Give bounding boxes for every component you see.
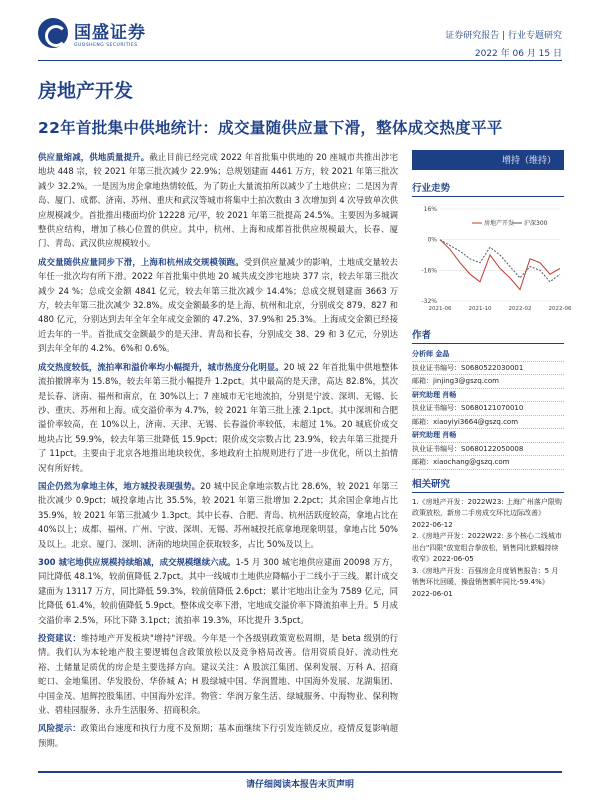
- footer-disclaimer: 请仔细阅读本报告末页声明: [38, 771, 562, 790]
- report-date: 2022 年 06 月 15 日: [474, 49, 562, 59]
- trend-chart-svg: [412, 201, 572, 319]
- paragraph-text: 受到供应量减少的影响，土地成交量较去年任一批次均有所下滑。2022 年首批集中供地 20 城共成交涉宅地块 377 宗，较去年第三批次减少 24 %；总成交金额 4841 亿元，较去年第三批次减少 14.4%；总成交规划建面 3663 万方，较去年第三批次减少 32.8%。成交金额最多的是上海、杭州和北京，分别成交 879、827 和 480 亿元，分别达到去年全年全年成交金额的 47.2%、37.9%和 25.3%。上海成交金额已经接近去年的一半。首批成交金额最少的是天津、青岛和长春，分别成交 38、29 和 3 亿元，分别达到去年全年的 4.2%、6%和 0.6%。: [38, 256, 398, 354]
- related-item[interactable]: 3.《房地产开发：百强房企月度销售报告：5 月销售环比回暖，操盘销售额年同比-59.4%》2022-06-01: [412, 566, 559, 598]
- analyst-list: [412, 348, 564, 470]
- analyst: [412, 389, 564, 430]
- authors-title: 作者: [412, 327, 564, 344]
- y-tick-label: 16%: [423, 206, 437, 213]
- analyst-email[interactable]: 邮箱：xiaoyiyi3664@gszq.com: [412, 416, 564, 430]
- trend-chart: [412, 201, 572, 319]
- paragraph-lead: 300 城宅地供应规模持续缩减，成交规模继续六成。: [38, 556, 236, 567]
- analyst-email[interactable]: 邮箱：xiaochang@gszq.com: [412, 456, 564, 470]
- related-item[interactable]: 1.《房地产开发：2022W23: 上海广州落户限购政策放松，新房二手房成交环比边际改善》2022-06-12: [412, 497, 562, 529]
- sector-title: 房地产开发: [38, 80, 134, 102]
- paragraph-text: 20 城中民企拿地宗数占比 28.6%，较 2021 年第三批次减少 0.9pct；城投拿地占比 35.5%，较 2021 年第三批增加 2.2pct；其余国企拿地占比 35.9%，较 2021 年第三批减少 1.3pct。其中长春、合肥、青岛、杭州活跃度较高，拿地占比在 40%以上；成都、福州、广州、宁波、深圳、无锡、苏州城投托底拿地现象明显，拿地占比 50%及以上。北京、厦门、深圳、济南的地块国企获取较多，占比 50%及以上。: [38, 480, 398, 549]
- main-column: [38, 150, 398, 754]
- related-list: [412, 497, 564, 601]
- analyst-role: 研究助理: [412, 431, 440, 439]
- x-tick-label: 2021-06: [428, 306, 452, 312]
- logo-subtext: GUOSHENG SECURITIES: [74, 43, 138, 48]
- paragraph-lead: 投资建议：: [38, 633, 82, 643]
- paragraph-lead: 风险提示：: [38, 723, 81, 734]
- paragraph-text: 截止目前已经完成 2022 年首批集中供地的 20 座城市共推出涉宅地块 448 宗，较 2021 年第三批次减少 22.9%；总规划建面 4461 万方，较 2021 年第三批次减少 32.2%。一是因为房企拿地热情较低，为了防止大量流拍所以减少了土地供应；二是因为青岛、厦门、成都、济南、苏州、重庆和武汉等城市将集中土拍次数由 3 次增加到 4 次导致单次供应规模减少。首批推出楼面均价 12228 元/平，较 2021 年第三批提高 24.5%。主要因为多城调整供应结构，增加了核心位置的供应。其中，杭州、上海和成都首批供应规模最大，长春、厦门、青岛、武汉供应规模较小。: [38, 152, 398, 249]
- paragraph-text: 20 城 22 年首批集中供地整体流拍撤牌率为 15.8%，较去年第三批小幅提升 1.2pct。其中最高的是天津，高达 82.8%，其次是长春、济南、福州和南京，在 30%以上；7 座城市无宅地流拍，分别是宁波、深圳、无锡、长沙、重庆、苏州和上海。成交溢价率为 4.7%，较 2021 年第三批上涨 2.1pct。其中深圳和合肥溢价率较高，在 10%以上，济南、天津、无锡、长春溢价率较低，未超过 1%。20 城底价成交地块占比 59.9%，较去年第三批降低 15.9pct；限价成交宗数占比 23.9%，较去年第三批提升了 11pct。主要由于北京各地推出地块较优，多地政府土拍规则进行了进一步优化，所以土拍情况有所好转。: [38, 361, 398, 473]
- analyst: [412, 429, 564, 470]
- logo-text: 国盛证券: [74, 23, 146, 43]
- y-tick-label: -32%: [421, 298, 437, 305]
- analyst-role: 研究助理: [412, 390, 440, 399]
- header-divider: [38, 60, 562, 61]
- analyst-name: 金晶: [435, 350, 450, 358]
- report-title: 22年首批集中供地统计：成交量随供应量下滑，整体成交热度平平: [38, 119, 503, 137]
- sidebar: [412, 150, 572, 600]
- legend-label: 房地产开发: [484, 220, 515, 227]
- x-tick-label: 2022-02: [508, 306, 532, 312]
- related-title: 相关研究: [412, 476, 564, 493]
- analyst-email[interactable]: 邮箱：jinjing3@gszq.com: [412, 375, 564, 389]
- legend-label: 沪深300: [524, 220, 548, 227]
- paragraph: [38, 360, 398, 475]
- rating-badge: 增持（维持）: [412, 150, 564, 170]
- paragraph-text: 政策出台速度和执行力度不及预期；基本面继续下行引发连锁反应，疫情反复影响超预期。: [38, 723, 399, 748]
- x-tick-label: 2021-10: [468, 306, 492, 312]
- analyst-name: 肖畅: [442, 431, 457, 439]
- analyst-role: 分析师: [412, 350, 433, 358]
- paragraph: [38, 721, 398, 750]
- y-tick-label: 0%: [427, 236, 437, 244]
- analyst-cert: 执业证书编号：S0680522030001: [412, 362, 564, 376]
- paragraph: [38, 150, 398, 251]
- paragraph: [38, 479, 398, 551]
- analyst: [412, 348, 564, 389]
- x-tick-label: 2022-06: [548, 306, 572, 312]
- y-tick-label: -16%: [421, 267, 437, 275]
- paragraph-lead: 国企仍然为拿地主体，地方城投表现强势。: [38, 480, 201, 491]
- report-type: 证券研究报告 | 行业专题研究: [445, 31, 562, 41]
- logo-icon: [38, 18, 68, 48]
- report-header: [0, 0, 600, 68]
- paragraph: [38, 255, 398, 356]
- analyst-cert: 执业证书编号：S0680121070010: [412, 402, 564, 416]
- series-line-0: [440, 240, 560, 290]
- paragraph-text: 维持地产开发板块"增持"评级。今年是一个各级别政策宽松周期，是 beta 级别的行情。我们认为本轮地产股主要逻辑包含政策放松以及竞争格局改善。信用资质良好、流动性充裕、土储量足质优的房企是主要选择方向。建议关注：A 股滨江集团、保利发展、万科 A、招商蛇口、金地集团、华发股份、华侨城 A；H 股绿城中国、华润置地、中国海外发展、龙湖集团、中国金茂、旭辉控股集团、中国海外宏洋。物管：华润万象生活、绿城服务、中海物业、保利物业、碧桂园服务、永升生活服务、招商积余。: [38, 633, 398, 716]
- logo: [38, 18, 146, 48]
- analyst-name: 肖畅: [442, 390, 457, 399]
- paragraph: [38, 631, 398, 717]
- paragraph-lead: 供应量缩减，供地质量提升。: [38, 152, 150, 162]
- paragraph: [38, 555, 398, 627]
- paragraph-lead: 成交热度较低，流拍率和溢价率均小幅提升，城市热度分化明显。: [38, 361, 284, 372]
- paragraph-text: 1-5 月 300 城宅地供应建面 20098 万方，同比降低 48.1%，较前值降低 2.7pct。其中一线城市土地供应降幅小于二线小于三线。累计成交建面为 13117 万方，同比降低 59.3%，较前值降低 2.6pct；累计宅地出让金为 7589 亿元，同比降低 61.4%，较前值降低 5.9pct。整体成交率下滑，宅地成交溢价率下降流拍率上升。5 月成交溢价率 2.5%，环比下降 3.1pct；流拍率 19.3%，环比提升 3.5pct。: [38, 556, 398, 625]
- trend-title: 行业走势: [412, 180, 564, 197]
- analyst-cert: 执业证书编号：S0680122050008: [412, 443, 564, 457]
- related-item[interactable]: 2.《房地产开发：2022W22: 多个核心二线城市出台"四限"放宽组合拳放松，销售同比跌幅持续收窄》2022-06-05: [412, 532, 562, 563]
- paragraph-lead: 成交量随供应量同步下滑，上海和杭州成交规模领跑。: [38, 256, 244, 267]
